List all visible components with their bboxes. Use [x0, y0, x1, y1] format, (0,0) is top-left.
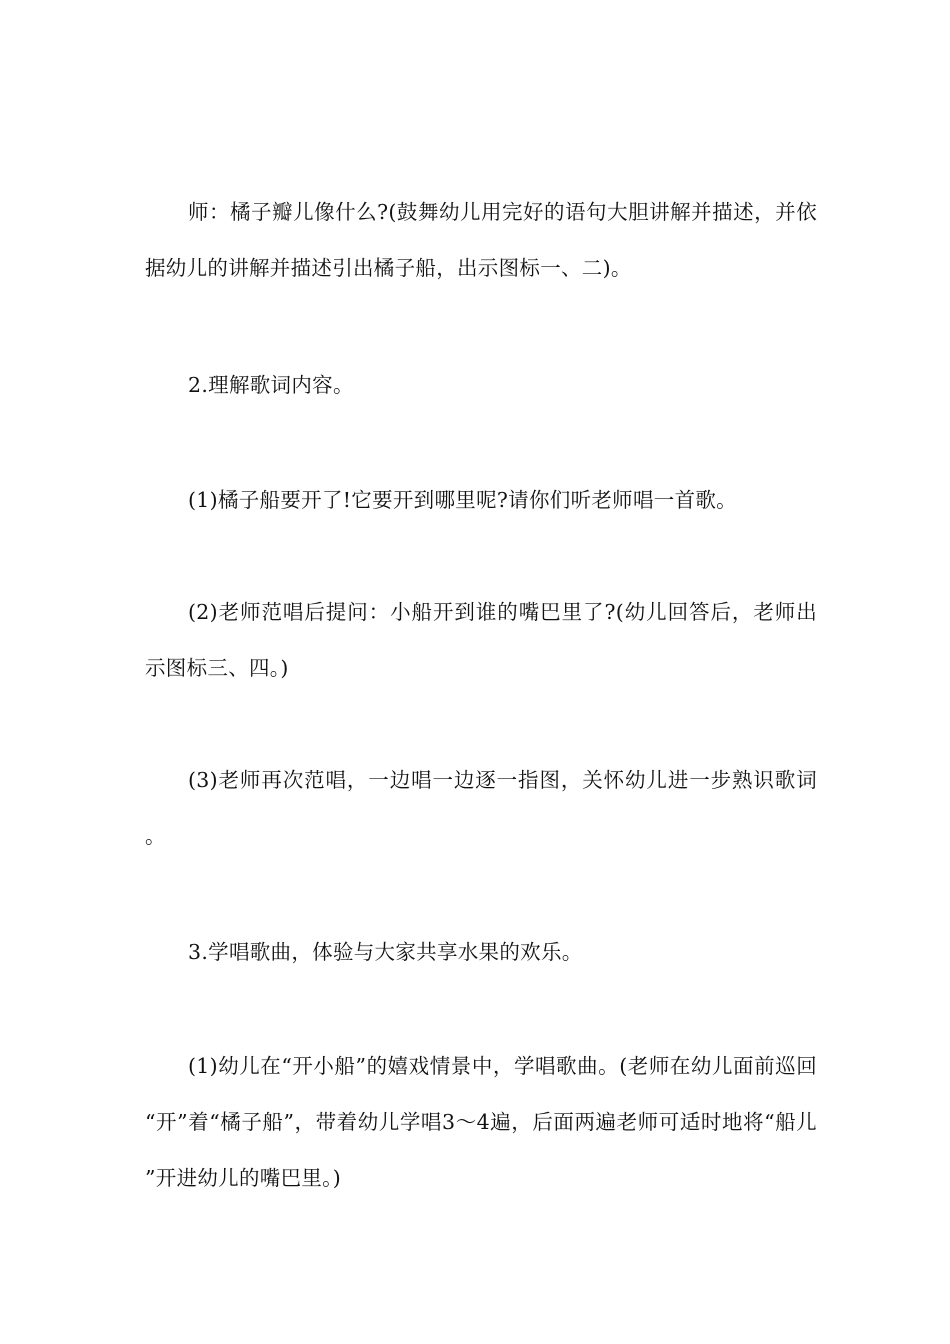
paragraph-teacher-question: 师：橘子瓣儿像什么?(鼓舞幼儿用完好的语句大胆讲解并描述，并依据幼儿的讲解并描述引出橘子船，出示图标一、二)。	[145, 200, 817, 280]
heading-understand-lyrics: 2.理解歌词内容。	[188, 373, 354, 397]
paragraph-learn-step-1: (1)幼儿在“开小船”的嬉戏情景中，学唱歌曲。(老师在幼儿面前巡回“开”着“橘子船”，带着幼儿学唱3～4遍，后面两遍老师可适时地将“船儿”开进幼儿的嘴巴里。)	[145, 1054, 817, 1190]
paragraph-step-3: (3)老师再次范唱，一边唱一边逐一指图，关怀幼儿进一步熟识歌词。	[145, 768, 817, 848]
paragraph-step-1: (1)橘子船要开了!它要开到哪里呢?请你们听老师唱一首歌。	[188, 488, 737, 512]
paragraph-step-2: (2)老师范唱后提问：小船开到谁的嘴巴里了?(幼儿回答后，老师出示图标三、四。)	[145, 600, 817, 680]
heading-learn-song: 3.学唱歌曲，体验与大家共享水果的欢乐。	[188, 940, 583, 964]
